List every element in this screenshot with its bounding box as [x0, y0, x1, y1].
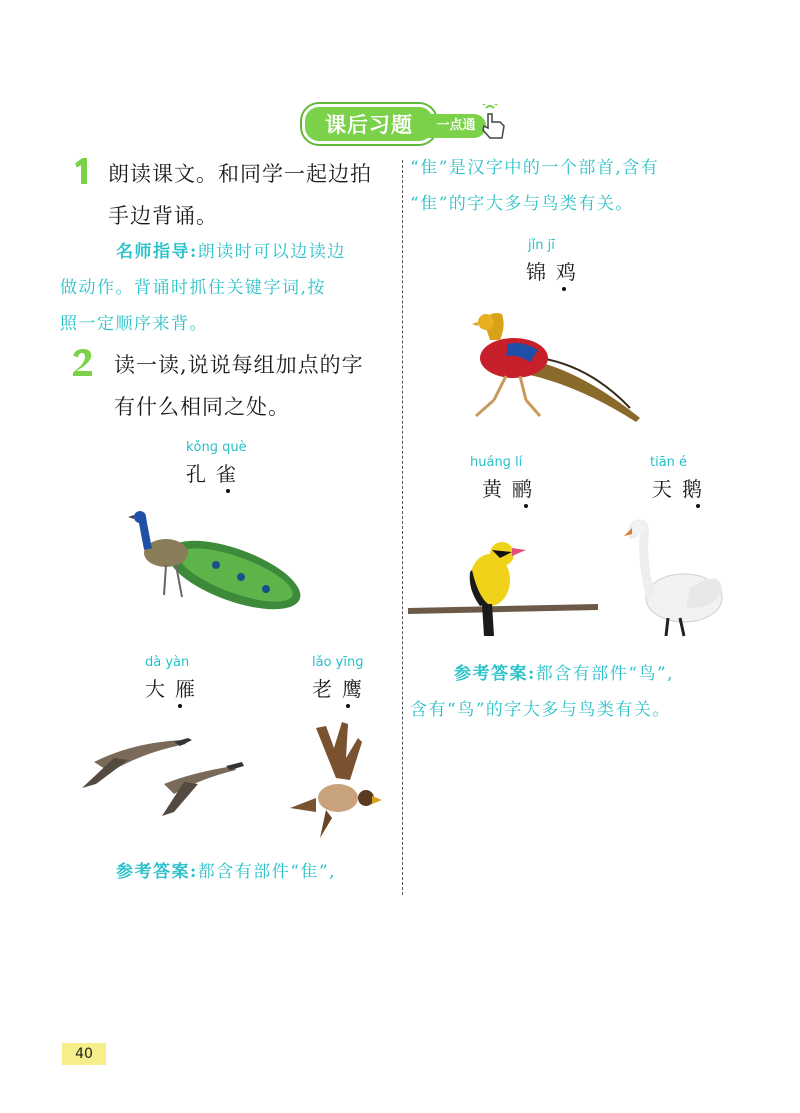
hanzi-huangli: 黄鹂 [482, 477, 542, 501]
emphasis-dot [178, 704, 182, 708]
banner-title: 课后习题 [302, 104, 436, 144]
emphasis-dot [346, 704, 350, 708]
question-2 [114, 344, 400, 428]
teacher-guide-label: 名师指导: [116, 242, 198, 262]
pointing-hand-icon [478, 104, 508, 140]
hanzi-dayan: 大雁 [145, 677, 205, 701]
hanzi-laoying: 老鹰 [312, 677, 372, 701]
pinyin-laoying: lǎo yīnɡ [312, 655, 364, 670]
page-number: 40 [62, 1043, 106, 1065]
emphasis-dot [524, 504, 528, 508]
right-answer-line-2: 含有“鸟”的字大多与鸟类有关。 [410, 700, 671, 720]
left-answer-label: 参考答案: [116, 862, 198, 882]
number-one-icon [68, 155, 96, 189]
teacher-guide-line-1: 朗读时可以边读边 [197, 242, 346, 262]
emphasis-dot [226, 489, 230, 493]
pinyin-dayan: dà yàn [145, 655, 190, 670]
question-1-line-1: 朗读课文。和同学一起边拍 [108, 162, 372, 186]
swan-image [624, 518, 728, 643]
right-answer-line-1: 都含有部件“鸟”, [535, 664, 675, 684]
hanzi-tiane: 天鹅 [652, 477, 712, 501]
pinyin-jinji: jǐn jī [528, 238, 555, 253]
oriole-image [408, 540, 598, 640]
question-1 [108, 153, 398, 237]
right-answer [410, 656, 750, 728]
golden-pheasant-image [460, 300, 645, 425]
left-answer-text: 都含有部件“隹”, [197, 862, 337, 882]
pinyin-tiane: tiān é [650, 455, 688, 470]
question-1-line-2: 手边背诵。 [108, 204, 218, 228]
question-2-line-2: 有什么相同之处。 [114, 395, 290, 419]
eagle-image [286, 718, 386, 843]
left-answer [116, 854, 336, 890]
emphasis-dot [696, 504, 700, 508]
radical-intro-line-1: “隹”是汉字中的一个部首,含有 [410, 158, 660, 178]
number-two-icon [68, 346, 98, 380]
right-answer-label: 参考答案: [454, 664, 536, 684]
banner-subtitle: 一点通 [426, 114, 486, 138]
pinyin-huangli: huánɡ lí [470, 455, 523, 470]
hanzi-jinji: 锦鸡 [526, 260, 586, 284]
wild-geese-image [74, 722, 249, 822]
peacock-image [126, 505, 306, 625]
pinyin-kongque: kǒnɡ què [186, 440, 247, 455]
radical-intro-line-2: “隹”的字大多与鸟类有关。 [410, 194, 634, 214]
teacher-guide-line-3: 照一定顺序来背。 [60, 314, 208, 334]
radical-intro [410, 150, 750, 222]
question-2-line-1: 读一读,说说每组加点的字 [114, 353, 364, 377]
column-divider [402, 160, 403, 895]
teacher-guide [60, 234, 400, 342]
section-banner [300, 100, 510, 144]
teacher-guide-line-2: 做动作。背诵时抓住关键字词,按 [60, 278, 326, 298]
emphasis-dot [562, 287, 566, 291]
hanzi-kongque: 孔雀 [186, 462, 246, 486]
